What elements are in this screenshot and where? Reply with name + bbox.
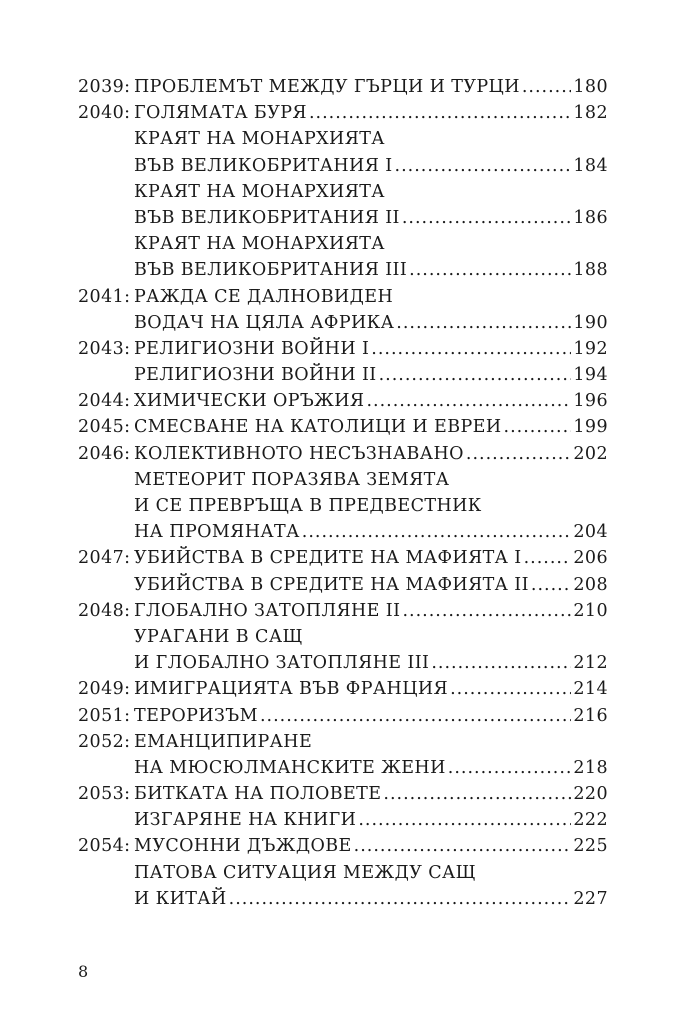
toc-entry-title: ХИМИЧЕСКИ ОРЪЖИЯ xyxy=(134,391,365,412)
toc-entry-title: НА МЮСЮЛМАНСКИТЕ ЖЕНИ xyxy=(134,757,446,778)
toc-leader-dots xyxy=(504,414,572,440)
toc-entry-page: 188 xyxy=(573,260,608,281)
toc-entry-page: 180 xyxy=(573,77,608,97)
toc-entry-page: 218 xyxy=(573,757,608,778)
toc-leader-dots xyxy=(450,676,571,702)
toc-entry-title: МЕТЕОРИТ ПОРАЗЯВА ЗЕМЯТА xyxy=(134,469,450,490)
toc-entry-page: 182 xyxy=(573,103,608,124)
toc-leader-dots xyxy=(402,205,572,231)
toc-entry xyxy=(78,205,608,231)
toc-entry xyxy=(78,153,608,179)
toc-leader-dots xyxy=(431,650,571,676)
toc-entry-page: 212 xyxy=(573,653,608,674)
toc-leader-dots xyxy=(379,362,572,388)
toc-entry xyxy=(78,362,608,388)
toc-leader-dots xyxy=(396,310,571,336)
toc-leader-dots xyxy=(466,441,572,467)
toc-entry-page: 222 xyxy=(573,810,608,831)
toc-entry-year: 2045: xyxy=(78,417,131,438)
toc-entry xyxy=(78,231,608,257)
toc-entry-page: 196 xyxy=(573,391,608,412)
toc-entry-page: 192 xyxy=(573,338,608,359)
toc-leader-dots xyxy=(395,153,572,179)
toc-entry-title: УБИЙСТВА В СРЕДИТЕ НА МАФИЯТА II xyxy=(134,574,529,595)
toc-entry-title: ВОДАЧ НА ЦЯЛА АФРИКА xyxy=(134,312,395,333)
toc-entry-title: РЕЛИГИОЗНИ ВОЙНИ I xyxy=(134,338,370,359)
toc-entry xyxy=(78,545,608,571)
toc-entry xyxy=(78,100,608,126)
toc-leader-dots xyxy=(409,257,571,283)
toc-entry-title: И СЕ ПРЕВРЪЩА В ПРЕДВЕСТНИК xyxy=(134,496,482,516)
toc-entry xyxy=(78,467,608,493)
toc-leader-dots xyxy=(524,545,572,571)
toc-entry xyxy=(78,179,608,205)
toc-entry-title: КОЛЕКТИВНОТО НЕСЪЗНАВАНО xyxy=(134,443,464,464)
toc-entry-page: 227 xyxy=(573,888,608,909)
toc-entry-title: БИТКАТА НА ПОЛОВЕТЕ xyxy=(134,784,382,805)
toc-entry-year: 2039: xyxy=(78,77,131,97)
toc-leader-dots xyxy=(383,781,571,807)
toc-entry-page: 210 xyxy=(573,600,608,621)
toc-entry xyxy=(78,624,608,650)
toc-entry-title: СМЕСВАНЕ НА КАТОЛИЦИ И ЕВРЕИ xyxy=(134,417,502,438)
toc-entry-page: 190 xyxy=(573,312,608,333)
toc-entry-page: 202 xyxy=(573,443,608,464)
toc-entry-year: 2046: xyxy=(78,443,131,464)
toc-entry-page: 204 xyxy=(573,522,608,543)
toc-entry-page: 216 xyxy=(573,705,608,726)
toc-entry xyxy=(78,886,608,912)
toc-leader-dots xyxy=(302,519,572,545)
toc-entry-title: ГЛОБАЛНО ЗАТОПЛЯНЕ II xyxy=(134,600,401,621)
toc-entry xyxy=(78,74,608,100)
toc-entry-year: 2054: xyxy=(78,836,131,857)
toc-entry-year: 2052: xyxy=(78,731,131,752)
toc-entry-title: КРАЯТ НА МОНАРХИЯТА xyxy=(134,181,385,202)
toc-leader-dots xyxy=(354,833,572,859)
toc-entry-title: РАЖДА СЕ ДАЛНОВИДЕН xyxy=(134,286,394,307)
toc-entry xyxy=(78,441,608,467)
toc-entry-page: 184 xyxy=(573,155,608,176)
toc-entry-title: УРАГАНИ В САЩ xyxy=(134,626,303,647)
toc-entry xyxy=(78,807,608,833)
toc-entry-year: 2049: xyxy=(78,679,131,700)
toc-leader-dots xyxy=(531,572,571,598)
toc-entry-title: ВЪВ ВЕЛИКОБРИТАНИЯ I xyxy=(134,155,393,176)
toc-entry-year: 2044: xyxy=(78,391,131,412)
toc-entry xyxy=(78,572,608,598)
toc-entry xyxy=(78,676,608,702)
toc-entry-title: ИЗГАРЯНЕ НА КНИГИ xyxy=(134,810,357,831)
toc-entry-page: 206 xyxy=(573,548,608,569)
toc-entry-title: ВЪВ ВЕЛИКОБРИТАНИЯ II xyxy=(134,207,400,228)
toc-entry-title: ВЪВ ВЕЛИКОБРИТАНИЯ III xyxy=(134,260,408,281)
toc-leader-dots xyxy=(358,807,571,833)
toc-entry xyxy=(78,781,608,807)
toc-entry-title: МУСОННИ ДЪЖДОВЕ xyxy=(134,836,352,857)
toc-entry xyxy=(78,729,608,755)
toc-entry xyxy=(78,388,608,414)
toc-entry xyxy=(78,833,608,859)
toc-entry-page: 214 xyxy=(573,679,608,700)
toc-entry-title: ИМИГРАЦИЯТА ВЪВ ФРАНЦИЯ xyxy=(134,679,449,700)
toc-entry-year: 2048: xyxy=(78,600,131,621)
toc-leader-dots xyxy=(371,336,571,362)
toc-entry-title: ГОЛЯМАТА БУРЯ xyxy=(134,103,307,124)
toc-entry-year: 2053: xyxy=(78,784,131,805)
toc-entry xyxy=(78,598,608,624)
toc-entry-title: ЕМАНЦИПИРАНЕ xyxy=(134,731,313,752)
toc-leader-dots xyxy=(366,388,571,414)
toc-entry-page: 220 xyxy=(573,784,608,805)
toc-entry xyxy=(78,126,608,152)
toc-entry-title: ПАТОВА СИТУАЦИЯ МЕЖДУ САЩ xyxy=(134,862,477,883)
toc-entry-title: ТЕРОРИЗЪМ xyxy=(134,705,258,726)
toc-leader-dots xyxy=(260,703,571,729)
toc-entry-title: РЕЛИГИОЗНИ ВОЙНИ II xyxy=(134,365,377,386)
toc-entry-page: 194 xyxy=(573,365,608,386)
toc-entry-title: И КИТАЙ xyxy=(134,888,227,909)
toc-entry-page: 208 xyxy=(573,574,608,595)
toc-entry-year: 2047: xyxy=(78,548,131,569)
toc-entry-title: ПРОБЛЕМЪТ МЕЖДУ ГЪРЦИ И ТУРЦИ xyxy=(134,77,520,97)
toc-entry xyxy=(78,284,608,310)
toc-entry-year: 2051: xyxy=(78,705,131,726)
toc-entry-page: 225 xyxy=(573,836,608,857)
toc-entry xyxy=(78,755,608,781)
toc-leader-dots xyxy=(448,755,572,781)
toc-entry-title: УБИЙСТВА В СРЕДИТЕ НА МАФИЯТА I xyxy=(134,548,522,569)
table-of-contents xyxy=(78,74,608,912)
page-number: 8 xyxy=(78,962,89,981)
toc-entry-page: 199 xyxy=(573,417,608,438)
toc-entry xyxy=(78,336,608,362)
toc-entry xyxy=(78,703,608,729)
toc-entry xyxy=(78,310,608,336)
toc-entry-title: НА ПРОМЯНАТА xyxy=(134,522,300,543)
toc-entry-year: 2043: xyxy=(78,338,131,359)
toc-entry-year: 2040: xyxy=(78,103,131,124)
toc-entry xyxy=(78,414,608,440)
toc-entry xyxy=(78,860,608,886)
toc-entry-title: И ГЛОБАЛНО ЗАТОПЛЯНЕ III xyxy=(134,653,430,674)
toc-leader-dots xyxy=(309,100,571,126)
toc-entry xyxy=(78,257,608,283)
toc-entry-page: 186 xyxy=(573,207,608,228)
toc-entry xyxy=(78,493,608,519)
toc-entry-title: КРАЯТ НА МОНАРХИЯТА xyxy=(134,234,385,255)
toc-entry-title: КРАЯТ НА МОНАРХИЯТА xyxy=(134,129,385,150)
toc-leader-dots xyxy=(229,886,572,912)
toc-leader-dots xyxy=(402,598,571,624)
toc-leader-dots xyxy=(522,74,572,100)
toc-entry-year: 2041: xyxy=(78,286,131,307)
toc-entry xyxy=(78,519,608,545)
toc-entry xyxy=(78,650,608,676)
